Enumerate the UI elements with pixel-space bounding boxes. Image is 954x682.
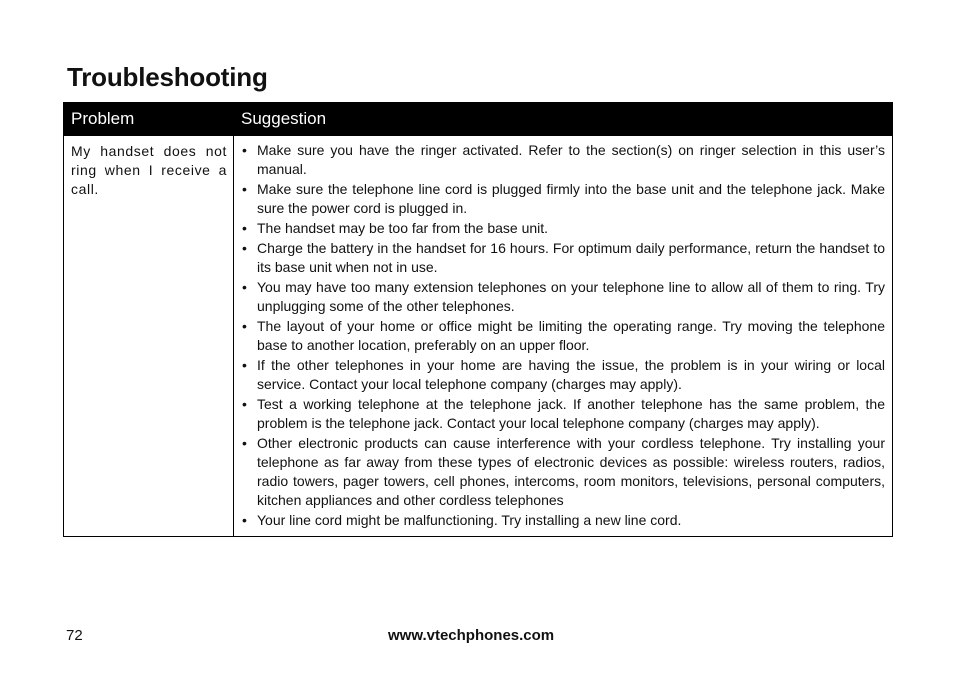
suggestion-item: • Test a working telephone at the telephone jack. If another telephone has the same problem, the problem is the telephone jack. Contact your local telephone company (charges may apply). <box>241 395 885 433</box>
table-header-row <box>64 103 893 136</box>
suggestion-item: • The layout of your home or office might be limiting the operating range. Try moving the telephone base to another location, preferably on an upper floor. <box>241 317 885 355</box>
page-number: 72 <box>66 627 83 644</box>
problem-cell: My handset does not ring when I receive a call. <box>64 136 234 537</box>
suggestion-item: • Charge the battery in the handset for 16 hours. For optimum daily performance, return the handset to its base unit when not in use. <box>241 239 885 277</box>
suggestion-list <box>241 141 885 530</box>
suggestion-cell <box>234 136 893 537</box>
suggestion-item: • You may have too many extension telephones on your telephone line to allow all of them to ring. Try unplugging some of the other telephones. <box>241 278 885 316</box>
suggestion-item: • Other electronic products can cause interference with your cordless telephone. Try installing your telephone as far away from these types of electronic devices as possible: wireless routers, radios, radio towers, pager towers, cell phones, intercoms, room monitors, televisions, personal computers, kitchen appliances and other cordless telephones <box>241 434 885 510</box>
header-suggestion: Suggestion <box>234 103 893 136</box>
suggestion-item: • If the other telephones in your home are having the issue, the problem is in your wiring or local service. Contact your local telephone company (charges may apply). <box>241 356 885 394</box>
suggestion-item: • Your line cord might be malfunctioning. Try installing a new line cord. <box>241 511 885 530</box>
troubleshooting-table <box>63 102 893 537</box>
website-footer: www.vtechphones.com <box>388 627 555 644</box>
table-row <box>64 136 893 537</box>
header-problem: Problem <box>64 103 234 136</box>
suggestion-item: • Make sure you have the ringer activated. Refer to the section(s) on ringer selection in this user’s manual. <box>241 141 885 179</box>
suggestion-item: • The handset may be too far from the base unit. <box>241 219 885 238</box>
page-title: Troubleshooting <box>67 62 268 92</box>
suggestion-item: • Make sure the telephone line cord is plugged firmly into the base unit and the telephone jack. Make sure the power cord is plugged in. <box>241 180 885 218</box>
